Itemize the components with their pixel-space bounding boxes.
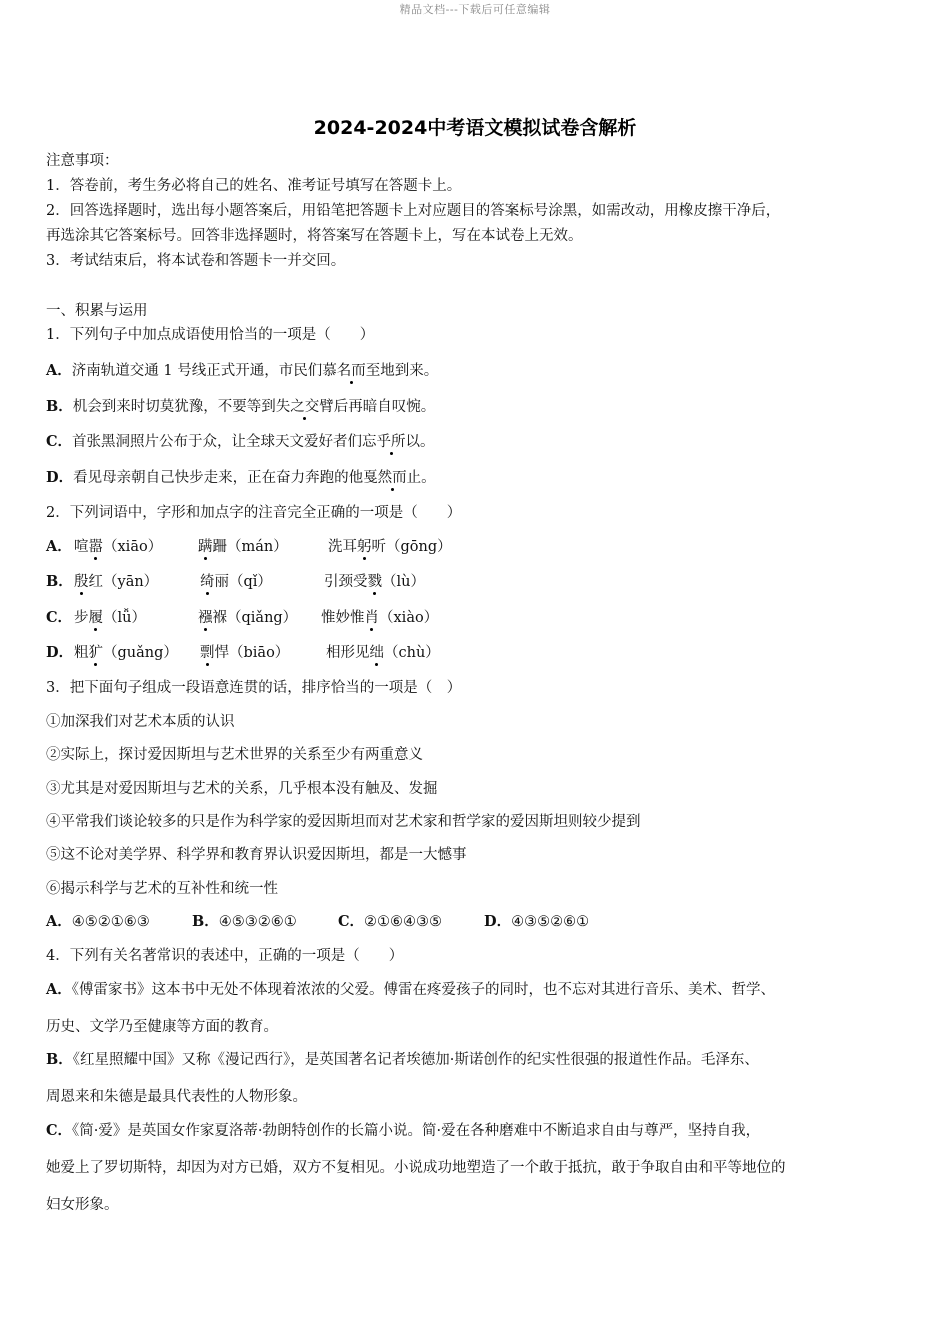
option-label: D． [46,469,74,486]
pinyin: （gōng） [386,539,452,555]
option-label: C． [338,913,365,930]
q3-option-d [484,914,589,930]
dotted-char: 绮 [200,574,215,590]
pinyin: （qiǎng） [227,610,298,626]
pinyin: （biāo） [229,645,290,661]
q2-option-c [46,608,438,628]
option-text: ④⑤②①⑥③ [71,914,150,930]
notice-item-2-cont: 再选涂其它答案标号。回答非选择题时，将答案写在答题卡上，写在本试卷上无效。 [46,228,583,244]
q4-option-a [46,980,775,1000]
char: 悍 [214,645,229,661]
option-text-end: 后再暗自叹惋。 [333,399,436,415]
dotted-char: 殷 [74,574,89,590]
option-text: 济南轨道交通 1 号线正式开通，市民们 [71,363,323,379]
dotted-char: 剽 [200,645,215,661]
option-label: B． [46,398,73,415]
option-label: D． [46,644,74,661]
word-2 [198,537,328,557]
q4-option-a-cont: 历史、文学乃至健康等方面的教育。 [46,1019,278,1035]
option-label: A． [46,362,72,379]
dotted-char: 襁 [198,610,213,626]
pinyin: （xiāo） [103,539,163,555]
q3-sentence-4: ④平常我们谈论较多的只是作为科学家的爱因斯坦而对艺术家和哲学家的爱因斯坦则较少提到 [46,814,641,830]
option-label: D． [484,913,512,930]
option-text-end: 。 [421,470,436,486]
pinyin: （xiào） [379,610,439,626]
char: 惟妙惟 [321,610,365,626]
char: 粗 [74,645,89,661]
pinyin: （lǚ） [103,610,146,626]
char: 丽 [214,574,229,590]
dotted-char: 蹒 [198,539,213,555]
option-label: C． [46,433,73,450]
option-text: 《红星照耀中国》又称《漫记西行》，是英国著名记者埃德加·斯诺创作的纪实性很强的报道性作品。毛泽东、 [72,1052,759,1068]
option-text: 《傅雷家书》这本书中无处不体现着浓浓的父爱。傅雷在疼爱孩子的同时，也不忘对其进行音乐、美术、哲学、 [71,982,776,998]
option-text-end: 。 [420,434,435,450]
option-label: A． [46,538,72,555]
q4-stem: 4．下列有关名著常识的表述中，正确的一项是（ ） [46,948,404,964]
option-text: 《简·爱》是英国女作家夏洛蒂·勃朗特创作的长篇小说。简·爱在各种磨难中不断追求自由与尊严，坚持自我， [72,1123,761,1139]
q3-option-b [192,912,338,932]
option-text-end: 地到来。 [380,363,439,379]
section-heading: 一、积累与运用 [46,303,148,319]
word-2 [198,608,321,628]
q3-options [46,912,589,932]
q3-sentence-1: ①加深我们对艺术本质的认识 [46,714,235,730]
word-2 [200,643,326,663]
dotted-char: 戮 [367,574,382,590]
option-label: B． [46,573,73,590]
word-2 [200,572,324,592]
q2-option-b [46,572,425,592]
q1-option-b [46,397,435,417]
dotted-char: 绌 [369,645,384,661]
pinyin: （qǐ） [229,574,272,590]
exam-title: 2024-2024中考语文模拟试卷含解析 [313,117,637,139]
dotted-idiom: 忘乎所以 [362,434,421,450]
char: 褓 [212,610,227,626]
option-label: B． [46,1051,73,1068]
word-3 [324,574,425,590]
pinyin: （guǎng） [103,645,178,661]
char: 引颈受 [324,574,368,590]
q2-option-d [46,643,440,663]
q1-stem: 1．下列句子中加点成语使用恰当的一项是（ ） [46,327,375,343]
word-3 [328,539,452,555]
notice-item-2: 2．回答选择题时，选出每小题答案后，用铅笔把答题卡上对应题目的答案标号涂黑，如需改动，用橡皮擦干净后， [46,203,781,219]
q4-option-b-cont: 周恩来和朱德是最具代表性的人物形象。 [46,1089,307,1105]
word-3 [321,610,438,626]
option-text: ④③⑤②⑥① [511,914,590,930]
option-text: 看见母亲朝自己快步走来，正在奋力奔跑的他 [73,470,364,486]
dotted-char: 履 [88,610,103,626]
q1-option-c [46,432,435,452]
dotted-char: 躬 [357,539,372,555]
notice-heading: 注意事项： [46,153,119,169]
q3-sentence-5: ⑤这不论对美学界、科学界和教育界认识爱因斯坦，都是一大憾事 [46,847,467,863]
q3-stem: 3．把下面句子组成一段语意连贯的话，排序恰当的一项是（ ） [46,680,462,696]
option-label: B． [192,913,219,930]
option-label: A． [46,981,72,998]
dotted-char: 犷 [88,645,103,661]
page-watermark: 精品文档---下载后可任意编辑 [399,3,551,16]
word-1 [74,643,200,663]
q4-option-c-cont: 她爱上了罗切斯特，却因为对方已婚，双方不复相见。小说成功地塑造了一个敢于抵抗，敢于争取自由和平等地位的 [46,1160,786,1176]
char: 步 [74,610,89,626]
char: 洗耳 [328,539,357,555]
char: 喧 [74,539,89,555]
option-label: C． [46,609,73,626]
option-label: A． [46,913,72,930]
q4-option-c-cont2: 妇女形象。 [46,1197,119,1213]
dotted-char: 肖 [364,610,379,626]
option-text: 机会到来时切莫犹豫，不要等到 [72,399,276,415]
notice-item-3: 3．考试结束后，将本试卷和答题卡一并交回。 [46,253,346,269]
dotted-idiom: 慕名而至 [322,363,381,379]
q4-option-b [46,1050,759,1070]
char: 相形见 [326,645,370,661]
option-label: C． [46,1122,73,1139]
q3-sentence-3: ③尤其是对爱因斯坦与艺术的关系，几乎根本没有触及、发掘 [46,781,438,797]
q4-option-c [46,1121,760,1141]
char: 跚 [212,539,227,555]
q3-sentence-2: ②实际上，探讨爱因斯坦与艺术世界的关系至少有两重意义 [46,747,423,763]
option-text: ④⑤③②⑥① [218,914,297,930]
q2-stem: 2．下列词语中，字形和加点字的注音完全正确的一项是（ ） [46,505,462,521]
pinyin: （mán） [227,539,288,555]
notice-item-1: 1．答卷前，考生务必将自己的姓名、准考证号填写在答题卡上。 [46,178,462,194]
pinyin: （lù） [382,574,425,590]
dotted-char: 嚣 [88,539,103,555]
q2-option-a [46,537,452,557]
pinyin: 红（yān） [88,574,159,590]
q1-option-d [46,468,436,488]
q3-option-c [338,912,484,932]
q3-sentence-6: ⑥揭示科学与艺术的互补性和统一性 [46,881,278,897]
option-text: 首张黑洞照片公布于众，让全球天文爱好者们 [72,434,363,450]
dotted-idiom: 失之交臂 [275,399,334,415]
option-text: ②①⑥④③⑤ [364,914,443,930]
pinyin: （chù） [384,645,440,661]
word-1 [74,572,200,592]
word-3 [326,645,440,661]
dotted-idiom: 戛然而止 [363,470,422,486]
word-1 [74,608,198,628]
char: 听 [371,539,386,555]
word-1 [74,537,198,557]
q3-option-a [46,912,192,932]
q1-option-a [46,361,438,381]
